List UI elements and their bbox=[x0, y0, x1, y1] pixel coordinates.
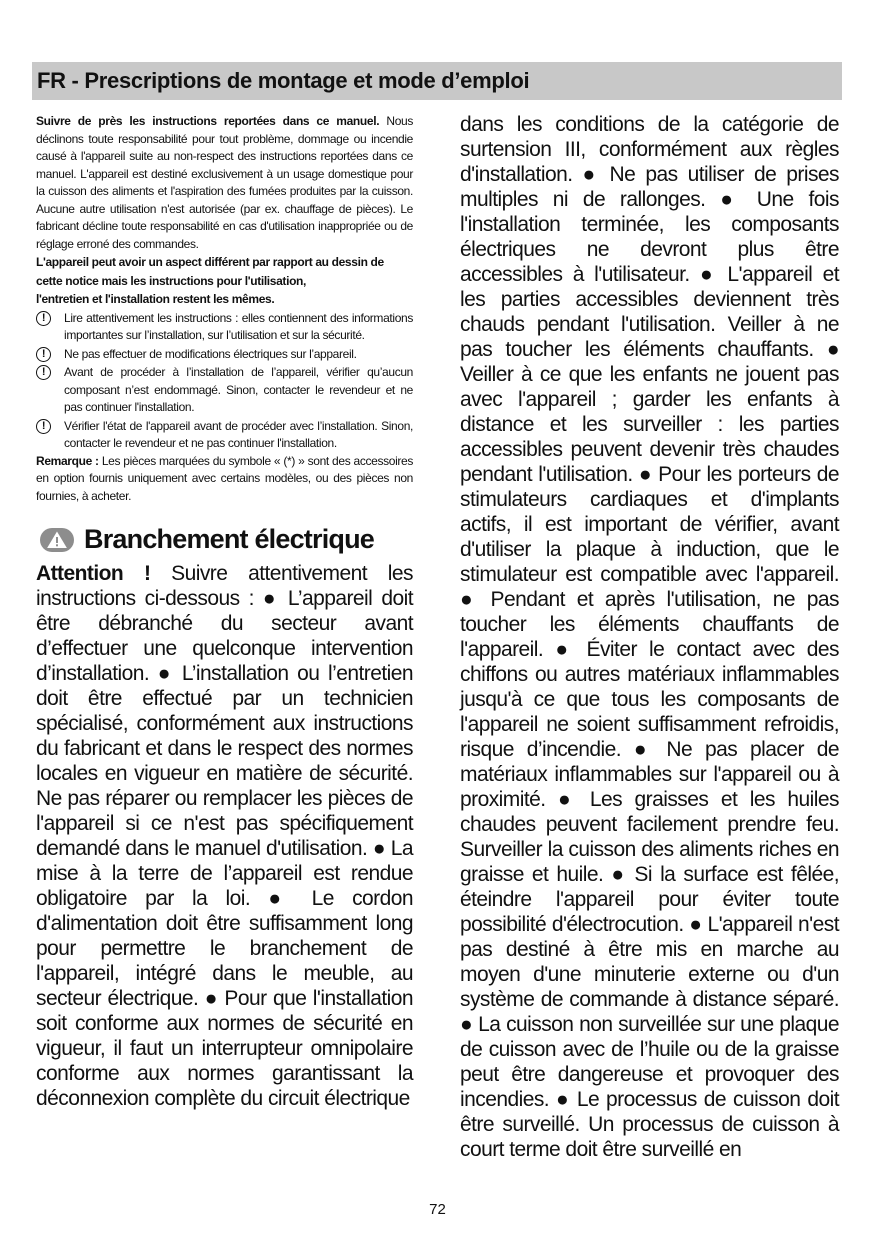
intro-block bbox=[36, 113, 413, 253]
intro-lead: Suivre de près les instructions reportées dans ce manuel. bbox=[36, 114, 380, 128]
warning-list bbox=[36, 310, 413, 506]
exclamation-circle-icon: ! bbox=[36, 365, 51, 380]
warning-text: Ne pas effectuer de modifications électriques sur l’appareil. bbox=[64, 346, 357, 361]
warning-item bbox=[36, 346, 413, 364]
intro-bold-1: L'appareil peut avoir un aspect différent par rapport au dessin de cette notice mais les instructions pour l'utilisation, bbox=[36, 255, 384, 288]
section-title: Branchement électrique bbox=[84, 524, 374, 554]
intro-paragraph bbox=[36, 113, 413, 253]
left-column bbox=[36, 113, 413, 1111]
section-paragraph bbox=[36, 561, 413, 1111]
page-title: FR - Prescriptions de montage et mode d’emploi bbox=[37, 68, 530, 93]
remark bbox=[36, 453, 413, 506]
warning-text: Lire attentivement les instructions : elles contiennent des informations importantes sur l’installation, sur l’utilisation et sur la sécurité. bbox=[64, 310, 413, 342]
warning-triangle-icon bbox=[40, 528, 74, 552]
section-body-left: Suivre attentivement les instructions ci-dessous : ● L’appareil doit être débranché du secteur avant d’effectuer une quelconque intervention d’installation. ● L’installation ou l’entretien doit être effectué par un technicien spécialisé, conformément aux instructions du fabricant et dans le respect des normes locales en vigueur en matière de sécurité. Ne pas réparer ou remplacer les pièces de l'appareil si ce n'est pas spécifiquement demandé dans le manuel d'utilisation. ● La mise à la terre de l’appareil est rendue obligatoire par la loi. ● Le cordon d'alimentation doit être suffisamment long pour permettre le branchement de l'appareil, intégré dans le meuble, au secteur électrique. ● Pour que l'installation soit conforme aux normes de sécurité en vigueur, il faut un interrupteur omnipolaire conforme aux normes garantissant la déconnexion complète du circuit électrique bbox=[36, 562, 413, 1110]
page-header bbox=[32, 62, 842, 100]
warning-text: Avant de procéder à l’installation de l’appareil, vérifier qu’aucun composant n’est endommagé. Sinon, contacter le revendeur et ne pas continuer l'installation. bbox=[64, 365, 413, 414]
section-heading bbox=[36, 524, 413, 555]
remark-text: Les pièces marquées du symbole « (*) » sont des accessoires en option fournis uniquement avec certains modèles, ou des pièces non fournies, à acheter. bbox=[36, 453, 413, 503]
intro-bold-2: l'entretien et l'installation restent les mêmes. bbox=[36, 292, 275, 306]
warning-item bbox=[36, 310, 413, 345]
warning-item bbox=[36, 364, 413, 417]
remark-label: Remarque : bbox=[36, 453, 99, 468]
right-column bbox=[460, 112, 839, 1162]
exclamation-circle-icon: ! bbox=[36, 311, 51, 326]
section-left-text bbox=[36, 561, 413, 1111]
warning-item bbox=[36, 418, 413, 453]
exclamation-circle-icon: ! bbox=[36, 347, 51, 362]
warning-text: Vérifier l'état de l'appareil avant de procéder avec l’installation. Sinon, contacter le revendeur et ne pas continuer l'installation. bbox=[64, 418, 413, 450]
attention-label: Attention ! bbox=[36, 562, 151, 585]
intro-body: Nous déclinons toute responsabilité pour tout problème, dommage ou incendie causé à l'appareil suite au non-respect des instructions reportées dans ce manuel. L'appareil est destiné exclusivement à un usage domestique pour la cuisson des aliments et l'aspiration des fumées produites par la cuisson. Aucune autre utilisation n'est autorisée (par ex. chauffage de pièces). Le fabricant décline toute responsabilité en cas d'utilisation inappropriée ou de réglage erroné des commandes. bbox=[36, 114, 414, 251]
exclamation-circle-icon: ! bbox=[36, 419, 51, 434]
page-number: 72 bbox=[429, 1201, 446, 1218]
section-right-text bbox=[460, 112, 839, 1162]
section-body-right: dans les conditions de la catégorie de surtension III, conformément aux règles d'installation. ● Ne pas utiliser de prises multiples ni de rallonges. ● Une fois l'installation terminée, les composants électriques ne devront plus être accessibles à l'utilisateur. ● L'appareil et les parties accessibles deviennent très chauds pendant l'utilisation. Veiller à ne pas toucher les éléments chauffants. ● Veiller à ce que les enfants ne jouent pas avec l'appareil ; garder les enfants à distance et les surveiller : les parties accessibles peuvent devenir très chaudes pendant l'utilisation. ● Pour les porteurs de stimulateurs cardiaques et d'implants actifs, il est important de vérifier, avant d'utiliser la plaque à induction, que le stimulateur est compatible avec l'appareil. ● Pendant et après l'utilisation, ne pas toucher les éléments chauffants de l'appareil. ● Éviter le contact avec des chiffons ou autres matériaux inflammables jusqu'à ce que tous les composants de l'appareil ne soient suffisamment refroidis, risque d’incendie. ● Ne pas placer de matériaux inflammables sur l'appareil ou à proximité. ● Les graisses et les huiles chaudes peuvent facilement prendre feu. Surveiller la cuisson des aliments riches en graisse et huile. ● Si la surface est fêlée, éteindre l'appareil pour éviter toute possibilité d'électrocution. ● L'appareil n'est pas destiné à être mis en marche au moyen d'une minuterie externe ou d'un système de commande à distance séparé. ● La cuisson non surveillée sur une plaque de cuisson avec de l’huile ou de la graisse peut être dangereuse et provoquer des incendies. ● Le processus de cuisson doit être surveillé. Un processus de cuisson à court terme doit être surveillé en bbox=[460, 113, 839, 1161]
